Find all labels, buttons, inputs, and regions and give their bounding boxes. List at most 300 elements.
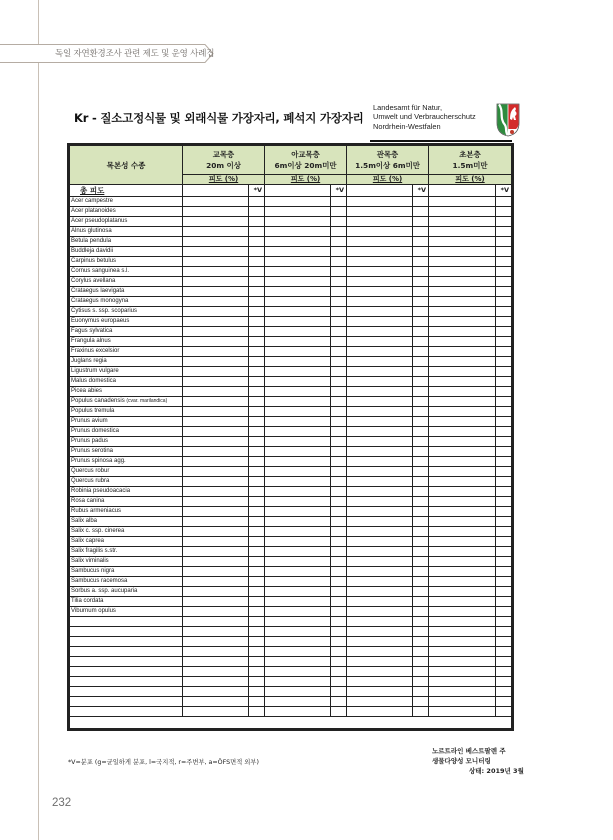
coverage-cell[interactable]	[265, 627, 331, 637]
distribution-cell[interactable]	[249, 667, 265, 677]
distribution-cell[interactable]	[331, 617, 347, 627]
coverage-cell[interactable]	[347, 337, 413, 347]
distribution-cell[interactable]	[413, 347, 429, 357]
coverage-cell[interactable]	[429, 567, 496, 577]
coverage-cell[interactable]	[429, 417, 496, 427]
distribution-cell[interactable]	[413, 297, 429, 307]
distribution-cell[interactable]	[331, 387, 347, 397]
distribution-cell[interactable]	[331, 367, 347, 377]
coverage-cell[interactable]	[429, 185, 496, 197]
distribution-cell[interactable]	[249, 607, 265, 617]
coverage-cell[interactable]	[183, 527, 249, 537]
coverage-cell[interactable]	[265, 307, 331, 317]
coverage-cell[interactable]	[183, 537, 249, 547]
coverage-cell[interactable]	[183, 687, 249, 697]
species-entry-cell[interactable]	[70, 647, 183, 657]
distribution-cell[interactable]	[496, 337, 512, 347]
distribution-cell[interactable]	[496, 687, 512, 697]
coverage-cell[interactable]	[265, 457, 331, 467]
coverage-cell[interactable]	[265, 185, 331, 197]
coverage-cell[interactable]	[183, 437, 249, 447]
coverage-cell[interactable]	[183, 587, 249, 597]
distribution-cell[interactable]	[496, 197, 512, 207]
distribution-cell[interactable]	[331, 657, 347, 667]
coverage-cell[interactable]	[183, 487, 249, 497]
coverage-cell[interactable]	[265, 327, 331, 337]
distribution-cell[interactable]	[496, 587, 512, 597]
distribution-cell[interactable]	[413, 587, 429, 597]
distribution-cell[interactable]	[413, 667, 429, 677]
coverage-cell[interactable]	[183, 477, 249, 487]
coverage-cell[interactable]	[183, 607, 249, 617]
coverage-cell[interactable]	[265, 197, 331, 207]
distribution-cell[interactable]	[331, 457, 347, 467]
coverage-cell[interactable]	[429, 637, 496, 647]
coverage-cell[interactable]	[429, 327, 496, 337]
coverage-cell[interactable]	[347, 637, 413, 647]
distribution-cell[interactable]	[413, 467, 429, 477]
distribution-cell[interactable]	[249, 327, 265, 337]
coverage-cell[interactable]	[183, 247, 249, 257]
coverage-cell[interactable]	[183, 377, 249, 387]
coverage-cell[interactable]	[183, 317, 249, 327]
coverage-cell[interactable]	[183, 207, 249, 217]
distribution-cell[interactable]	[331, 357, 347, 367]
distribution-cell[interactable]	[249, 577, 265, 587]
distribution-cell[interactable]	[331, 487, 347, 497]
distribution-cell[interactable]	[331, 607, 347, 617]
coverage-cell[interactable]	[429, 197, 496, 207]
coverage-cell[interactable]	[429, 547, 496, 557]
distribution-cell[interactable]	[413, 597, 429, 607]
coverage-cell[interactable]	[429, 507, 496, 517]
coverage-cell[interactable]	[183, 647, 249, 657]
distribution-cell[interactable]	[331, 527, 347, 537]
distribution-cell[interactable]	[331, 237, 347, 247]
distribution-cell[interactable]	[331, 437, 347, 447]
distribution-cell[interactable]	[331, 507, 347, 517]
coverage-cell[interactable]	[183, 547, 249, 557]
distribution-cell[interactable]	[413, 697, 429, 707]
coverage-cell[interactable]	[265, 377, 331, 387]
distribution-cell[interactable]	[249, 507, 265, 517]
distribution-cell[interactable]	[249, 457, 265, 467]
distribution-cell[interactable]	[249, 267, 265, 277]
distribution-cell[interactable]	[331, 567, 347, 577]
coverage-cell[interactable]	[183, 367, 249, 377]
distribution-cell[interactable]	[249, 377, 265, 387]
distribution-cell[interactable]	[413, 457, 429, 467]
coverage-cell[interactable]	[265, 427, 331, 437]
coverage-cell[interactable]	[429, 217, 496, 227]
coverage-cell[interactable]	[347, 477, 413, 487]
coverage-cell[interactable]	[265, 317, 331, 327]
coverage-cell[interactable]	[183, 257, 249, 267]
distribution-cell[interactable]	[249, 617, 265, 627]
distribution-cell[interactable]	[496, 507, 512, 517]
coverage-cell[interactable]	[183, 237, 249, 247]
distribution-cell[interactable]	[413, 357, 429, 367]
coverage-cell[interactable]	[429, 557, 496, 567]
distribution-cell[interactable]	[413, 377, 429, 387]
distribution-cell[interactable]	[413, 327, 429, 337]
distribution-cell[interactable]	[249, 547, 265, 557]
distribution-cell[interactable]	[249, 557, 265, 567]
coverage-cell[interactable]	[265, 537, 331, 547]
distribution-cell[interactable]	[331, 697, 347, 707]
distribution-cell[interactable]	[249, 647, 265, 657]
distribution-cell[interactable]	[249, 417, 265, 427]
distribution-cell[interactable]	[496, 427, 512, 437]
distribution-cell[interactable]	[413, 307, 429, 317]
coverage-cell[interactable]	[429, 267, 496, 277]
distribution-cell[interactable]	[249, 237, 265, 247]
coverage-cell[interactable]	[265, 677, 331, 687]
coverage-cell[interactable]	[347, 247, 413, 257]
coverage-cell[interactable]	[429, 247, 496, 257]
distribution-cell[interactable]	[249, 597, 265, 607]
distribution-cell[interactable]	[249, 367, 265, 377]
distribution-cell[interactable]	[249, 407, 265, 417]
coverage-cell[interactable]	[183, 707, 249, 717]
distribution-cell[interactable]	[331, 667, 347, 677]
distribution-cell[interactable]	[249, 627, 265, 637]
coverage-cell[interactable]	[183, 497, 249, 507]
distribution-cell[interactable]	[413, 507, 429, 517]
distribution-cell[interactable]	[413, 407, 429, 417]
coverage-cell[interactable]	[429, 657, 496, 667]
coverage-cell[interactable]	[429, 317, 496, 327]
coverage-cell[interactable]	[183, 397, 249, 407]
coverage-cell[interactable]	[265, 567, 331, 577]
distribution-cell[interactable]	[496, 327, 512, 337]
distribution-cell[interactable]	[496, 697, 512, 707]
coverage-cell[interactable]	[183, 227, 249, 237]
coverage-cell[interactable]	[429, 387, 496, 397]
distribution-cell[interactable]	[331, 257, 347, 267]
distribution-cell[interactable]	[413, 677, 429, 687]
distribution-cell[interactable]	[249, 687, 265, 697]
distribution-cell[interactable]	[331, 587, 347, 597]
distribution-cell[interactable]	[331, 427, 347, 437]
distribution-cell[interactable]	[496, 207, 512, 217]
distribution-cell[interactable]	[496, 597, 512, 607]
coverage-cell[interactable]	[265, 397, 331, 407]
coverage-cell[interactable]	[265, 337, 331, 347]
coverage-cell[interactable]	[183, 407, 249, 417]
species-entry-cell[interactable]	[70, 617, 183, 627]
coverage-cell[interactable]	[265, 587, 331, 597]
distribution-cell[interactable]	[249, 257, 265, 267]
distribution-cell[interactable]	[331, 317, 347, 327]
distribution-cell[interactable]	[249, 697, 265, 707]
distribution-cell[interactable]	[496, 577, 512, 587]
distribution-cell[interactable]	[249, 217, 265, 227]
coverage-cell[interactable]	[429, 397, 496, 407]
coverage-cell[interactable]	[265, 637, 331, 647]
coverage-cell[interactable]	[265, 527, 331, 537]
coverage-cell[interactable]	[347, 317, 413, 327]
coverage-cell[interactable]	[429, 477, 496, 487]
coverage-cell[interactable]	[429, 457, 496, 467]
coverage-cell[interactable]	[347, 207, 413, 217]
coverage-cell[interactable]	[265, 347, 331, 357]
coverage-cell[interactable]	[265, 477, 331, 487]
distribution-cell[interactable]	[496, 677, 512, 687]
coverage-cell[interactable]	[347, 677, 413, 687]
distribution-cell[interactable]	[331, 327, 347, 337]
distribution-cell[interactable]	[249, 247, 265, 257]
coverage-cell[interactable]	[183, 307, 249, 317]
distribution-cell[interactable]	[413, 237, 429, 247]
coverage-cell[interactable]	[265, 227, 331, 237]
coverage-cell[interactable]	[429, 227, 496, 237]
coverage-cell[interactable]	[265, 367, 331, 377]
distribution-cell[interactable]	[249, 227, 265, 237]
coverage-cell[interactable]	[347, 307, 413, 317]
coverage-cell[interactable]	[347, 517, 413, 527]
coverage-cell[interactable]	[265, 467, 331, 477]
species-entry-cell[interactable]	[70, 677, 183, 687]
coverage-cell[interactable]	[347, 197, 413, 207]
distribution-cell[interactable]	[249, 637, 265, 647]
coverage-cell[interactable]	[265, 577, 331, 587]
coverage-cell[interactable]	[265, 407, 331, 417]
coverage-cell[interactable]	[265, 607, 331, 617]
coverage-cell[interactable]	[347, 367, 413, 377]
coverage-cell[interactable]	[183, 557, 249, 567]
distribution-cell[interactable]	[413, 547, 429, 557]
species-entry-cell[interactable]	[70, 687, 183, 697]
distribution-cell[interactable]	[249, 307, 265, 317]
coverage-cell[interactable]	[347, 267, 413, 277]
distribution-cell[interactable]	[496, 277, 512, 287]
distribution-cell[interactable]	[249, 297, 265, 307]
distribution-cell[interactable]	[331, 267, 347, 277]
coverage-cell[interactable]	[265, 597, 331, 607]
coverage-cell[interactable]	[429, 647, 496, 657]
distribution-cell[interactable]	[496, 497, 512, 507]
coverage-cell[interactable]	[429, 307, 496, 317]
coverage-cell[interactable]	[347, 567, 413, 577]
coverage-cell[interactable]	[183, 327, 249, 337]
distribution-cell[interactable]	[413, 427, 429, 437]
distribution-cell[interactable]	[331, 407, 347, 417]
distribution-cell[interactable]	[496, 477, 512, 487]
coverage-cell[interactable]	[183, 637, 249, 647]
distribution-cell[interactable]	[496, 467, 512, 477]
coverage-cell[interactable]	[265, 647, 331, 657]
distribution-cell[interactable]	[331, 627, 347, 637]
coverage-cell[interactable]	[347, 497, 413, 507]
coverage-cell[interactable]	[347, 507, 413, 517]
distribution-cell[interactable]	[331, 227, 347, 237]
distribution-cell[interactable]	[331, 677, 347, 687]
coverage-cell[interactable]	[183, 457, 249, 467]
coverage-cell[interactable]	[429, 627, 496, 637]
coverage-cell[interactable]	[265, 287, 331, 297]
distribution-cell[interactable]	[331, 577, 347, 587]
distribution-cell[interactable]	[413, 537, 429, 547]
coverage-cell[interactable]	[429, 517, 496, 527]
coverage-cell[interactable]	[347, 217, 413, 227]
coverage-cell[interactable]	[429, 487, 496, 497]
distribution-cell[interactable]	[249, 567, 265, 577]
species-entry-cell[interactable]	[70, 657, 183, 667]
distribution-cell[interactable]	[496, 627, 512, 637]
distribution-cell[interactable]	[249, 287, 265, 297]
distribution-cell[interactable]	[413, 497, 429, 507]
distribution-cell[interactable]	[413, 337, 429, 347]
coverage-cell[interactable]	[183, 627, 249, 637]
coverage-cell[interactable]	[265, 217, 331, 227]
distribution-cell[interactable]	[496, 437, 512, 447]
coverage-cell[interactable]	[265, 207, 331, 217]
distribution-cell[interactable]	[413, 647, 429, 657]
distribution-cell[interactable]	[413, 217, 429, 227]
distribution-cell[interactable]	[496, 387, 512, 397]
distribution-cell[interactable]	[413, 277, 429, 287]
distribution-cell[interactable]	[496, 237, 512, 247]
coverage-cell[interactable]	[183, 597, 249, 607]
distribution-cell[interactable]	[249, 467, 265, 477]
distribution-cell[interactable]	[331, 477, 347, 487]
coverage-cell[interactable]	[429, 207, 496, 217]
distribution-cell[interactable]	[496, 357, 512, 367]
coverage-cell[interactable]	[265, 357, 331, 367]
distribution-cell[interactable]	[413, 287, 429, 297]
coverage-cell[interactable]	[265, 237, 331, 247]
coverage-cell[interactable]	[347, 227, 413, 237]
coverage-cell[interactable]	[265, 387, 331, 397]
coverage-cell[interactable]	[347, 657, 413, 667]
distribution-cell[interactable]	[413, 207, 429, 217]
coverage-cell[interactable]	[347, 597, 413, 607]
distribution-cell[interactable]	[331, 517, 347, 527]
coverage-cell[interactable]	[265, 707, 331, 717]
species-entry-cell[interactable]	[70, 667, 183, 677]
distribution-cell[interactable]	[249, 197, 265, 207]
coverage-cell[interactable]	[347, 587, 413, 597]
coverage-cell[interactable]	[429, 427, 496, 437]
coverage-cell[interactable]	[429, 607, 496, 617]
coverage-cell[interactable]	[265, 667, 331, 677]
coverage-cell[interactable]	[429, 377, 496, 387]
coverage-cell[interactable]	[347, 487, 413, 497]
coverage-cell[interactable]	[265, 297, 331, 307]
distribution-cell[interactable]	[331, 647, 347, 657]
distribution-cell[interactable]	[249, 427, 265, 437]
coverage-cell[interactable]	[347, 327, 413, 337]
coverage-cell[interactable]	[429, 407, 496, 417]
distribution-cell[interactable]	[496, 527, 512, 537]
coverage-cell[interactable]	[183, 697, 249, 707]
distribution-cell[interactable]	[413, 397, 429, 407]
coverage-cell[interactable]	[183, 287, 249, 297]
distribution-cell[interactable]	[413, 247, 429, 257]
coverage-cell[interactable]	[347, 537, 413, 547]
coverage-cell[interactable]	[429, 237, 496, 247]
distribution-cell[interactable]	[496, 537, 512, 547]
coverage-cell[interactable]	[429, 357, 496, 367]
coverage-cell[interactable]	[347, 257, 413, 267]
coverage-cell[interactable]	[183, 677, 249, 687]
distribution-cell[interactable]	[331, 687, 347, 697]
distribution-cell[interactable]	[331, 247, 347, 257]
coverage-cell[interactable]	[429, 287, 496, 297]
coverage-cell[interactable]	[265, 657, 331, 667]
distribution-cell[interactable]	[413, 447, 429, 457]
distribution-cell[interactable]	[496, 607, 512, 617]
distribution-cell[interactable]	[331, 297, 347, 307]
coverage-cell[interactable]	[429, 597, 496, 607]
distribution-cell[interactable]	[331, 447, 347, 457]
coverage-cell[interactable]	[347, 185, 413, 197]
coverage-cell[interactable]	[183, 217, 249, 227]
distribution-cell[interactable]	[413, 627, 429, 637]
coverage-cell[interactable]	[347, 347, 413, 357]
coverage-cell[interactable]	[183, 507, 249, 517]
coverage-cell[interactable]	[429, 697, 496, 707]
distribution-cell[interactable]	[249, 487, 265, 497]
coverage-cell[interactable]	[347, 687, 413, 697]
distribution-cell[interactable]	[331, 287, 347, 297]
coverage-cell[interactable]	[429, 467, 496, 477]
distribution-cell[interactable]	[331, 217, 347, 227]
distribution-cell[interactable]	[496, 227, 512, 237]
distribution-cell[interactable]	[331, 547, 347, 557]
distribution-cell[interactable]	[496, 647, 512, 657]
coverage-cell[interactable]	[429, 527, 496, 537]
coverage-cell[interactable]	[429, 347, 496, 357]
coverage-cell[interactable]	[183, 657, 249, 667]
distribution-cell[interactable]	[249, 497, 265, 507]
distribution-cell[interactable]	[413, 557, 429, 567]
distribution-cell[interactable]	[331, 417, 347, 427]
coverage-cell[interactable]	[265, 497, 331, 507]
distribution-cell[interactable]	[331, 207, 347, 217]
distribution-cell[interactable]	[496, 617, 512, 627]
distribution-cell[interactable]	[249, 657, 265, 667]
coverage-cell[interactable]	[347, 697, 413, 707]
coverage-cell[interactable]	[347, 577, 413, 587]
distribution-cell[interactable]	[249, 397, 265, 407]
distribution-cell[interactable]	[413, 477, 429, 487]
distribution-cell[interactable]	[496, 457, 512, 467]
distribution-cell[interactable]	[496, 307, 512, 317]
coverage-cell[interactable]	[265, 697, 331, 707]
distribution-cell[interactable]	[249, 387, 265, 397]
coverage-cell[interactable]	[347, 407, 413, 417]
distribution-cell[interactable]	[331, 497, 347, 507]
coverage-cell[interactable]	[183, 427, 249, 437]
coverage-cell[interactable]	[347, 387, 413, 397]
coverage-cell[interactable]	[347, 467, 413, 477]
coverage-cell[interactable]	[429, 617, 496, 627]
coverage-cell[interactable]	[429, 257, 496, 267]
coverage-cell[interactable]	[265, 417, 331, 427]
species-entry-cell[interactable]	[70, 637, 183, 647]
distribution-cell[interactable]	[496, 707, 512, 717]
species-entry-cell[interactable]	[70, 697, 183, 707]
coverage-cell[interactable]	[347, 607, 413, 617]
distribution-cell[interactable]	[496, 557, 512, 567]
distribution-cell[interactable]	[413, 437, 429, 447]
distribution-cell[interactable]	[413, 657, 429, 667]
coverage-cell[interactable]	[183, 267, 249, 277]
coverage-cell[interactable]	[347, 357, 413, 367]
distribution-cell[interactable]	[496, 217, 512, 227]
